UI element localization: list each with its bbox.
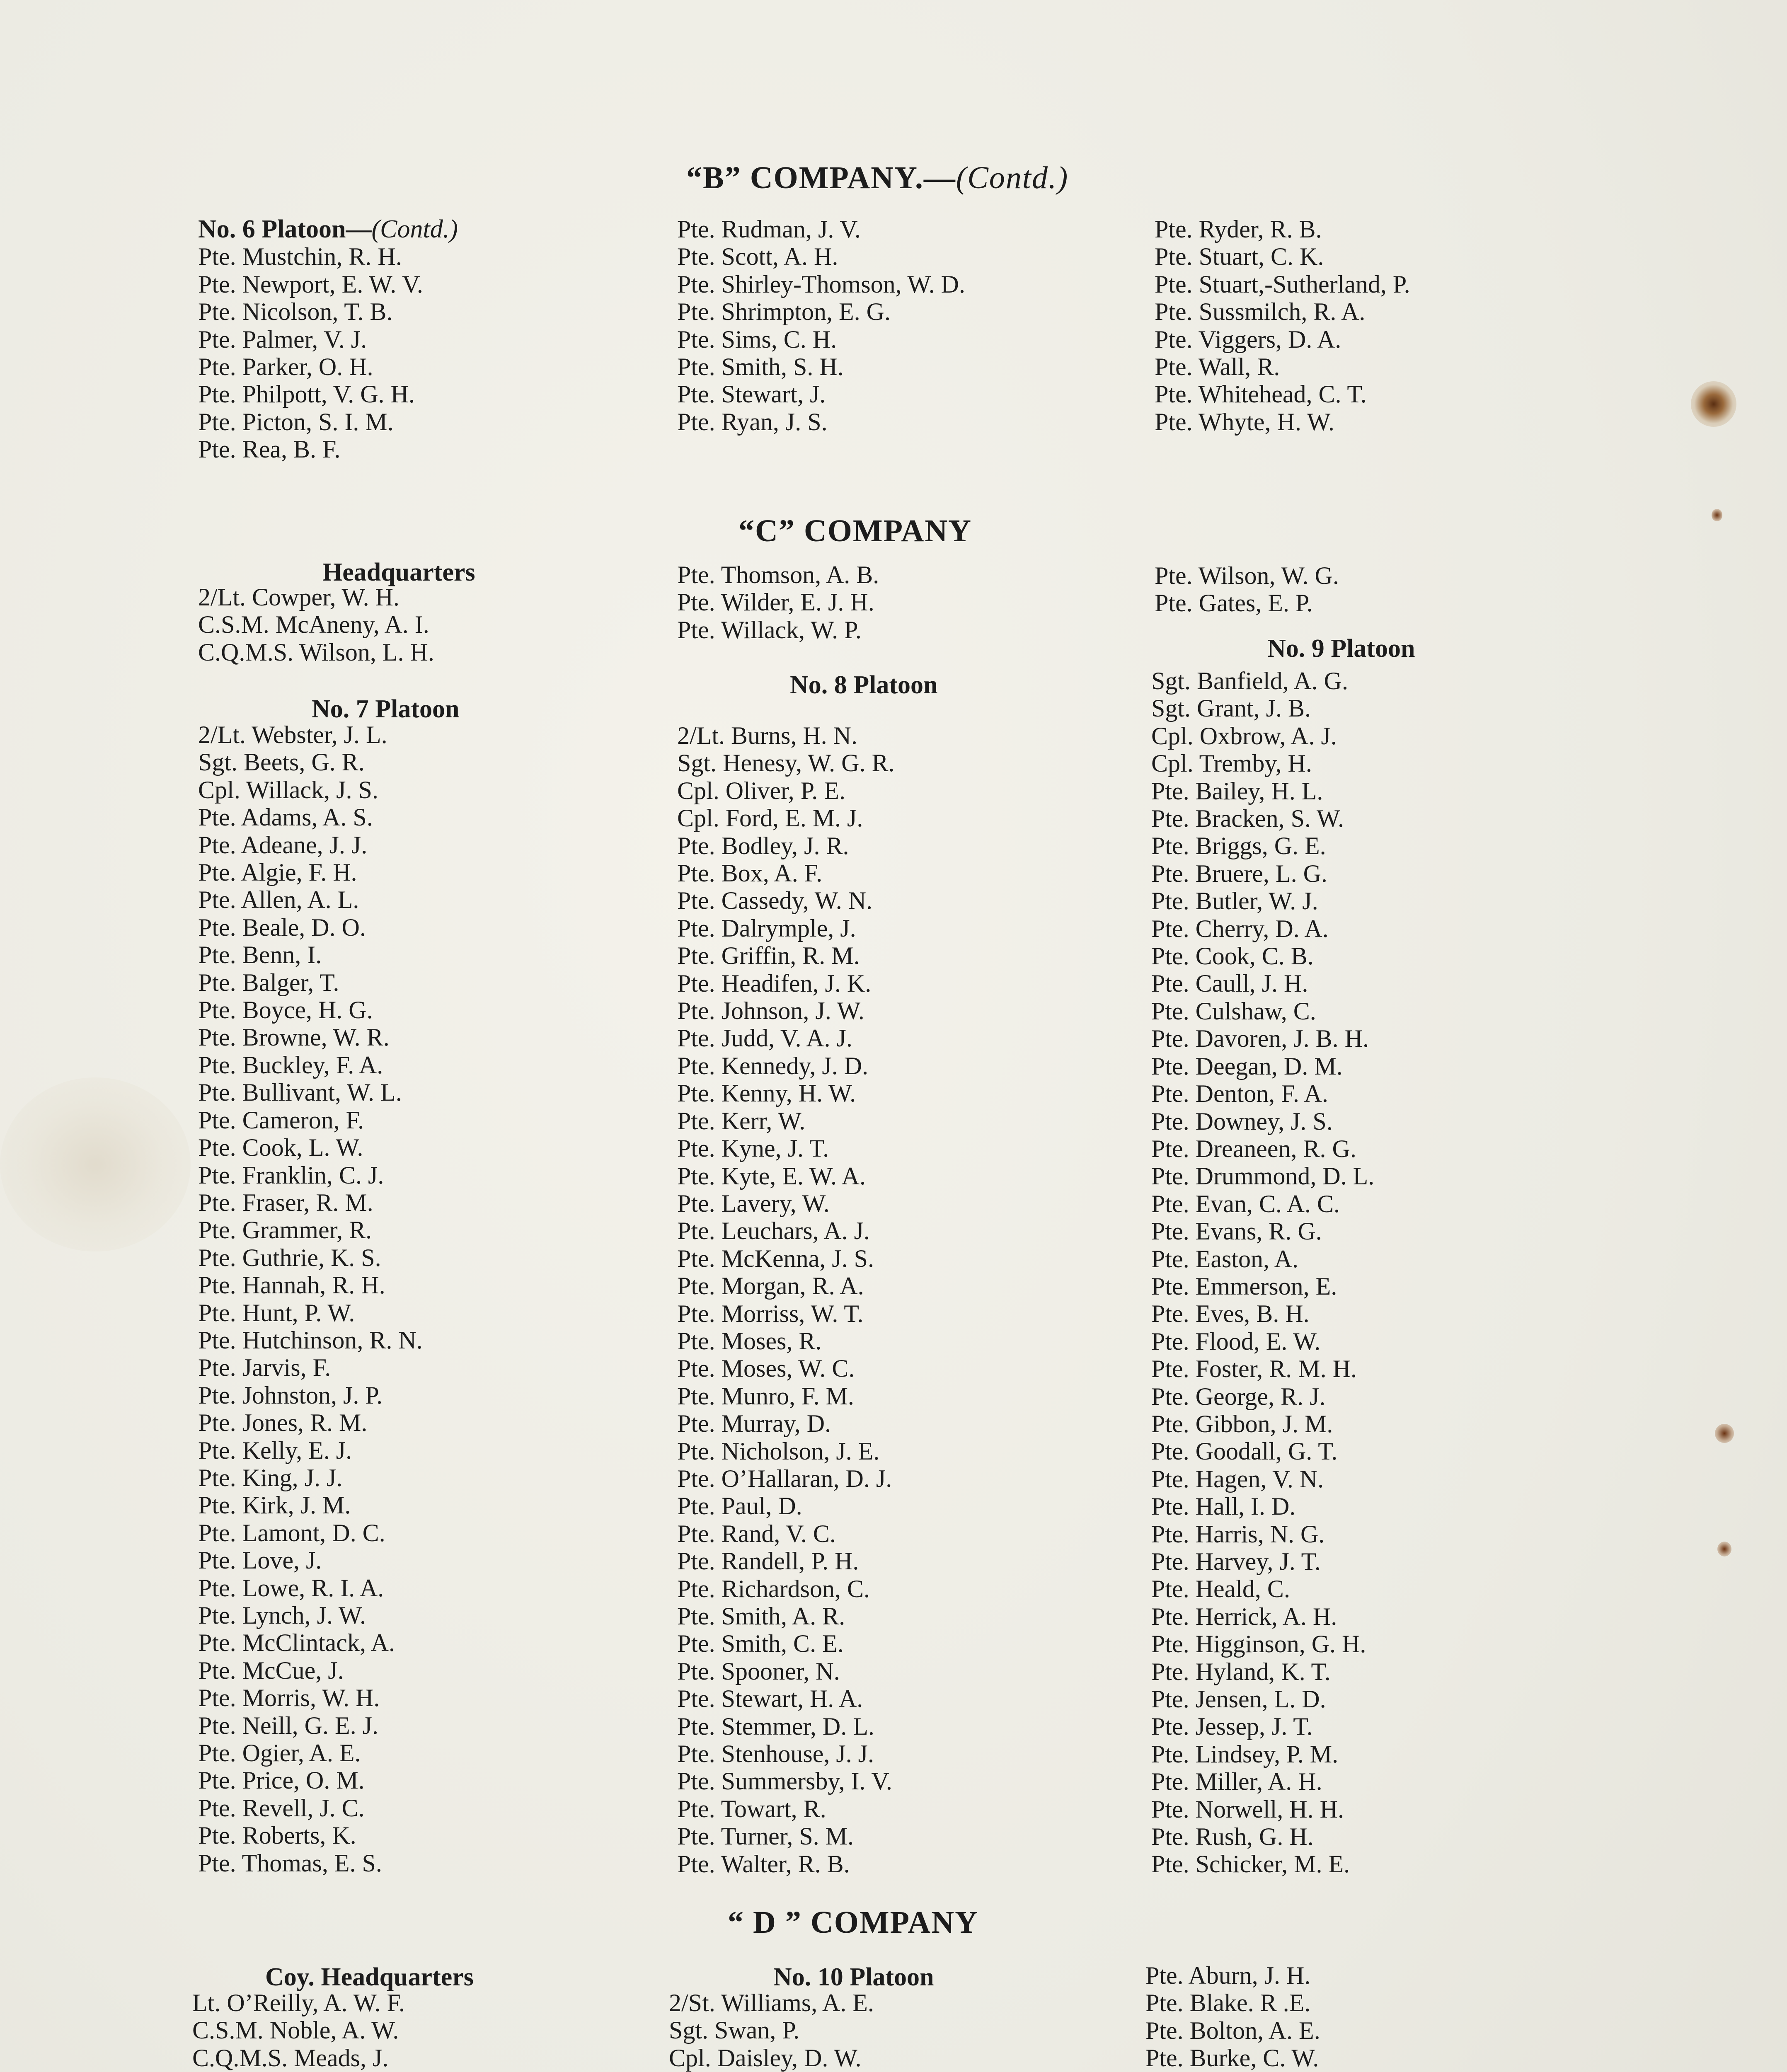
platoon-heading — [198, 215, 458, 243]
roll-entry: Pte. Harris, N. G. — [1151, 1520, 1325, 1548]
roll-entry: Pte. McKenna, J. S. — [677, 1244, 874, 1272]
roll-entry: Pte. Beale, D. O. — [198, 913, 366, 941]
roll-entry: Pte. Browne, W. R. — [198, 1024, 390, 1051]
roll-entry: Pte. Scott, A. H. — [677, 243, 838, 271]
roll-entry: Pte. Bruere, L. G. — [1151, 859, 1327, 887]
roll-entry: Pte. Neill, G. E. J. — [198, 1711, 378, 1739]
roll-entry: Pte. McClintack, A. — [198, 1629, 395, 1657]
roll-entry: Pte. Kyne, J. T. — [677, 1135, 829, 1162]
roll-entry: Pte. Caull, J. H. — [1151, 970, 1308, 997]
roll-entry: Pte. Randell, P. H. — [677, 1547, 859, 1575]
roll-entry: Cpl. Daisley, D. W. — [669, 2044, 862, 2072]
roll-entry: Pte. Nicholson, J. E. — [677, 1437, 880, 1465]
roll-entry: Pte. O’Hallaran, D. J. — [677, 1464, 892, 1492]
roll-entry: Pte. Easton, A. — [1151, 1245, 1298, 1273]
c-p9-heading: No. 9 Platoon — [1267, 634, 1415, 663]
roll-entry: Pte. Philpott, V. G. H. — [198, 380, 415, 408]
roll-entry: Pte. Balger, T. — [198, 968, 339, 996]
roll-entry: Pte. Murray, D. — [677, 1410, 831, 1438]
roll-entry: Pte. Rea, B. F. — [198, 436, 341, 463]
roll-entry: Pte. Hall, I. D. — [1151, 1493, 1296, 1520]
roll-entry: Pte. Blake. R .E. — [1145, 1989, 1311, 2017]
roll-entry: Sgt. Swan, P. — [669, 2016, 800, 2044]
roll-entry: Pte. Wilson, W. G. — [1155, 562, 1339, 589]
rust-spot — [1717, 1542, 1731, 1556]
d-p10-heading: No. 10 Platoon — [773, 1963, 934, 1991]
roll-entry: Pte. Boyce, H. G. — [198, 996, 373, 1024]
rust-stain — [1691, 381, 1736, 427]
roll-entry: Pte. Hunt, P. W. — [198, 1299, 355, 1326]
roll-entry: 2/Lt. Cowper, W. H. — [198, 583, 400, 611]
roll-entry: Pte. George, R. J. — [1151, 1382, 1326, 1410]
roll-entry: Pte. Rush, G. H. — [1151, 1823, 1314, 1851]
roll-entry: Pte. Evan, C. A. C. — [1151, 1190, 1340, 1218]
c-hq-list — [198, 583, 434, 666]
roll-entry: 2/Lt. Webster, J. L. — [198, 721, 387, 748]
roll-entry: Pte. Towart, R. — [677, 1795, 826, 1823]
roll-entry: Pte. Bodley, J. R. — [677, 832, 849, 859]
roll-entry: Pte. Bracken, S. W. — [1151, 805, 1344, 833]
c-p7-heading: No. 7 Platoon — [312, 695, 460, 723]
roll-entry: Pte. Stewart, H. A. — [677, 1685, 863, 1713]
c-p7-cont-list — [677, 561, 879, 644]
roll-entry: Pte. Moses, R. — [677, 1327, 822, 1355]
roll-entry: Pte. Adeane, J. J. — [198, 831, 368, 859]
roll-entry: Pte. Johnson, J. W. — [677, 997, 864, 1025]
roll-entry: Pte. Willack, W. P. — [677, 616, 862, 644]
roll-entry: Pte. Rudman, J. V. — [677, 215, 861, 243]
roll-entry: Pte. Higginson, G. H. — [1151, 1630, 1366, 1658]
roll-entry: Pte. Smith, C. E. — [677, 1630, 844, 1658]
roll-entry: Pte. Kelly, E. J. — [198, 1436, 352, 1464]
roll-entry: Pte. Harvey, J. T. — [1151, 1548, 1321, 1575]
roll-entry: Pte. Foster, R. M. H. — [1151, 1355, 1357, 1383]
roll-entry: Pte. Revell, J. C. — [198, 1794, 365, 1822]
roll-entry: C.Q.M.S. Meads, J. — [192, 2044, 389, 2072]
roll-entry: Pte. Wall, R. — [1155, 353, 1280, 381]
roll-entry: Pte. Evans, R. G. — [1151, 1218, 1322, 1245]
roll-entry: Cpl. Oliver, P. E. — [677, 777, 845, 804]
roll-entry: Pte. Morris, W. H. — [198, 1684, 380, 1712]
roll-entry: Pte. Dalrymple, J. — [677, 914, 856, 942]
water-stain — [0, 1077, 191, 1251]
roll-entry: Pte. Cherry, D. A. — [1151, 915, 1329, 942]
roll-entry: Pte. Shirley-Thomson, W. D. — [677, 270, 966, 298]
roll-entry: Pte. Hyland, K. T. — [1151, 1658, 1331, 1685]
roll-entry: Pte. Lynch, J. W. — [198, 1602, 366, 1629]
roll-entry: Pte. Cook, C. B. — [1151, 942, 1314, 970]
roll-entry: C.S.M. Noble, A. W. — [192, 2016, 399, 2044]
roll-entry: Pte. Johnston, J. P. — [198, 1381, 383, 1409]
roll-entry: Pte. Viggers, D. A. — [1155, 325, 1341, 353]
roll-entry: Pte. Denton, F. A. — [1151, 1080, 1328, 1108]
roll-entry: Pte. Walter, R. B. — [677, 1850, 850, 1878]
roll-entry: Pte. Deegan, D. M. — [1151, 1052, 1343, 1080]
roll-entry: Pte. Lindsey, P. M. — [1151, 1740, 1339, 1768]
roll-entry: Pte. Jessep, J. T. — [1151, 1713, 1313, 1740]
roll-entry: Pte. Ryan, J. S. — [677, 408, 828, 436]
roll-entry: Pte. McCue, J. — [198, 1656, 344, 1684]
roll-entry: Pte. Munro, F. M. — [677, 1382, 854, 1410]
roll-entry: Cpl. Willack, J. S. — [198, 776, 378, 804]
roll-entry: Pte. Schicker, M. E. — [1151, 1850, 1350, 1878]
roll-entry: Pte. Norwell, H. H. — [1151, 1795, 1344, 1823]
roll-entry: Pte. Stemmer, D. L. — [677, 1712, 874, 1740]
roll-entry: Pte. Stuart, C. K. — [1155, 243, 1324, 271]
roll-entry: Pte. Kirk, J. M. — [198, 1491, 351, 1519]
rust-spot — [1715, 1424, 1734, 1443]
roll-entry: Sgt. Beets, G. R. — [198, 748, 365, 776]
roll-entry: Pte. Hannah, R. H. — [198, 1271, 385, 1299]
roll-entry: Pte. Kyte, E. W. A. — [677, 1162, 866, 1190]
roll-entry: Pte. Headifen, J. K. — [677, 969, 872, 997]
roll-entry: Pte. Lavery, W. — [677, 1189, 830, 1217]
roll-entry: Pte. Herrick, A. H. — [1151, 1602, 1337, 1630]
roll-entry: Pte. Newport, E. W. V. — [198, 270, 423, 298]
roll-entry: Pte. Thomas, E. S. — [198, 1849, 382, 1877]
roll-entry: Pte. Thomson, A. B. — [677, 561, 879, 588]
roll-entry: Pte. Aburn, J. H. — [1145, 1962, 1311, 1989]
roll-entry: Lt. O’Reilly, A. W. F. — [192, 1989, 405, 2016]
roll-entry: Pte. Stuart,-Sutherland, P. — [1155, 270, 1410, 298]
roll-entry: Pte. Wilder, E. J. H. — [677, 588, 874, 616]
roll-entry: Pte. Smith, S. H. — [677, 353, 844, 381]
roll-entry: Pte. Box, A. F. — [677, 859, 823, 887]
roll-entry: Pte. Griffin, R. M. — [677, 942, 860, 970]
roll-entry: Pte. Shrimpton, E. G. — [677, 298, 891, 326]
roll-entry: Pte. Miller, A. H. — [1151, 1768, 1322, 1796]
b-company-title — [686, 160, 1068, 196]
b6-col3 — [1155, 215, 1410, 436]
roll-entry: Pte. Bullivant, W. L. — [198, 1079, 402, 1106]
roll-entry: Sgt. Banfield, A. G. — [1151, 667, 1348, 695]
roll-entry: C.S.M. McAneny, A. I. — [198, 611, 429, 639]
roll-entry: Pte. Hagen, V. N. — [1151, 1465, 1324, 1493]
roll-entry: Cpl. Tremby, H. — [1151, 750, 1312, 777]
b-company-title-text: “B” COMPANY.— — [686, 160, 956, 195]
roll-entry: Pte. Nicolson, T. B. — [198, 298, 393, 326]
roll-entry: Pte. Love, J. — [198, 1547, 322, 1574]
roll-entry: Cpl. Ford, E. M. J. — [677, 804, 863, 832]
roll-entry: Pte. Goodall, G. T. — [1151, 1438, 1338, 1465]
roll-entry: Pte. Jones, R. M. — [198, 1409, 368, 1437]
d-company-title: “ D ” COMPANY — [728, 1905, 979, 1940]
c-company-title: “C” COMPANY — [739, 513, 972, 548]
roll-entry: Pte. Stenhouse, J. J. — [677, 1740, 874, 1768]
d-p10-list — [669, 1989, 874, 2072]
rust-spot — [1712, 509, 1722, 521]
roll-entry: Pte. Whyte, H. W. — [1155, 408, 1334, 436]
roll-entry: Pte. Sims, C. H. — [677, 325, 837, 353]
roll-entry: Pte. Richardson, C. — [677, 1575, 870, 1602]
roll-entry: Pte. Kerr, W. — [677, 1107, 806, 1135]
roll-entry: 2/Lt. Burns, H. N. — [677, 722, 857, 749]
roll-entry: Pte. Rand, V. C. — [677, 1520, 836, 1547]
roll-entry: Pte. Fraser, R. M. — [198, 1188, 373, 1216]
roll-entry: Pte. Allen, A. L. — [198, 886, 359, 914]
b6-col2 — [677, 215, 965, 436]
roll-entry: Pte. Palmer, V. J. — [198, 325, 367, 353]
c-hq-heading: Headquarters — [322, 558, 475, 586]
roll-entry: Pte. Roberts, K. — [198, 1822, 356, 1849]
roll-entry: Pte. Morriss, W. T. — [677, 1300, 864, 1327]
roll-entry: Pte. Bolton, A. E. — [1145, 2016, 1320, 2044]
roll-entry: Pte. Cassedy, W. N. — [677, 887, 873, 915]
roll-entry: Pte. Moses, W. C. — [677, 1355, 855, 1382]
roll-entry: Pte. Mustchin, R. H. — [198, 243, 402, 271]
roll-entry: Pte. Summersby, I. V. — [677, 1767, 892, 1795]
roll-entry: Pte. Picton, S. I. M. — [198, 408, 394, 436]
roll-entry: Pte. Leuchars, A. J. — [677, 1217, 870, 1245]
roll-entry: Pte. Flood, E. W. — [1151, 1327, 1321, 1355]
roll-entry: Pte. Lowe, R. I. A. — [198, 1574, 384, 1602]
roll-entry: Pte. Smith, A. R. — [677, 1602, 845, 1630]
roll-entry: Pte. Benn, I. — [198, 941, 322, 969]
d-col3-list — [1145, 1962, 1346, 2072]
d-hq-list — [192, 1989, 405, 2072]
roll-entry: Pte. Jarvis, F. — [198, 1354, 331, 1382]
roll-entry: Pte. Gates, E. P. — [1155, 589, 1313, 617]
roll-entry: Pte. Price, O. M. — [198, 1767, 365, 1794]
roll-entry: Pte. Drummond, D. L. — [1151, 1162, 1375, 1190]
roll-entry: Pte. Davoren, J. B. H. — [1151, 1025, 1369, 1053]
c-p9-list — [1151, 667, 1374, 1878]
roll-entry: Pte. Stewart, J. — [677, 380, 826, 408]
c-p8-cont-list — [1155, 562, 1339, 617]
roll-entry: Pte. Sussmilch, R. A. — [1155, 298, 1366, 326]
roll-entry: Pte. Dreaneen, R. G. — [1151, 1135, 1356, 1162]
roll-entry: Sgt. Grant, J. B. — [1151, 695, 1311, 722]
roll-entry: Pte. Gibbon, J. M. — [1151, 1410, 1333, 1438]
c-p8-list — [677, 722, 894, 1878]
platoon-heading-contd: (Contd.) — [371, 215, 458, 243]
roll-entry: Pte. Emmerson, E. — [1151, 1272, 1337, 1300]
b6-col1 — [198, 215, 458, 463]
roll-entry: Pte. Cameron, F. — [198, 1106, 364, 1134]
roll-entry: Pte. Heald, C. — [1151, 1575, 1290, 1603]
roll-entry: Pte. Morgan, R. A. — [677, 1272, 864, 1300]
roll-entry: Pte. Parker, O. H. — [198, 353, 373, 381]
roll-entry: Pte. Eves, B. H. — [1151, 1300, 1310, 1328]
roll-entry: Cpl. Oxbrow, A. J. — [1151, 722, 1337, 750]
roll-entry: Pte. Bailey, H. L. — [1151, 777, 1323, 805]
roll-entry: Pte. Briggs, G. E. — [1151, 832, 1326, 860]
roll-entry: Pte. Burke, C. W. — [1145, 2044, 1319, 2072]
platoon-heading-text: No. 6 Platoon— — [198, 215, 372, 243]
c-p8-heading: No. 8 Platoon — [790, 671, 938, 699]
roll-entry: Pte. Butler, W. J. — [1151, 887, 1318, 915]
roll-entry: Pte. Buckley, F. A. — [198, 1051, 383, 1079]
c-p7-list — [198, 721, 423, 1877]
roll-entry: Sgt. Henesy, W. G. R. — [677, 749, 895, 777]
roll-entry: Pte. Whitehead, C. T. — [1155, 380, 1367, 408]
b-company-contd: (Contd.) — [956, 160, 1069, 195]
roll-entry: Pte. Adams, A. S. — [198, 804, 373, 831]
roll-entry: Pte. Grammer, R. — [198, 1216, 372, 1244]
roll-entry: Pte. Ryder, R. B. — [1155, 215, 1322, 243]
roll-entry: Pte. Cook, L. W. — [198, 1134, 363, 1162]
roll-entry: Pte. Spooner, N. — [677, 1657, 840, 1685]
roll-entry: 2/St. Williams, A. E. — [669, 1989, 874, 2016]
roll-entry: Pte. Kennedy, J. D. — [677, 1052, 869, 1080]
roll-entry: Pte. Judd, V. A. J. — [677, 1024, 852, 1052]
roll-entry: Pte. Jensen, L. D. — [1151, 1685, 1326, 1713]
roll-entry: Pte. Turner, S. M. — [677, 1823, 854, 1850]
roll-entry: Pte. Ogier, A. E. — [198, 1739, 361, 1767]
roll-entry: Pte. Lamont, D. C. — [198, 1519, 385, 1547]
roll-entry: Pte. Kenny, H. W. — [677, 1080, 856, 1107]
roll-entry: Pte. Hutchinson, R. N. — [198, 1326, 423, 1354]
roll-entry: Pte. Franklin, C. J. — [198, 1161, 384, 1189]
roll-entry: C.Q.M.S. Wilson, L. H. — [198, 638, 434, 666]
d-hq-heading: Coy. Headquarters — [265, 1963, 474, 1991]
roll-entry: Pte. Downey, J. S. — [1151, 1107, 1333, 1135]
roll-entry: Pte. Algie, F. H. — [198, 859, 357, 886]
roll-entry: Pte. Paul, D. — [677, 1492, 802, 1520]
roll-entry: Pte. Culshaw, C. — [1151, 997, 1316, 1025]
roll-entry: Pte. Guthrie, K. S. — [198, 1244, 381, 1271]
roll-entry: Pte. King, J. J. — [198, 1464, 343, 1491]
